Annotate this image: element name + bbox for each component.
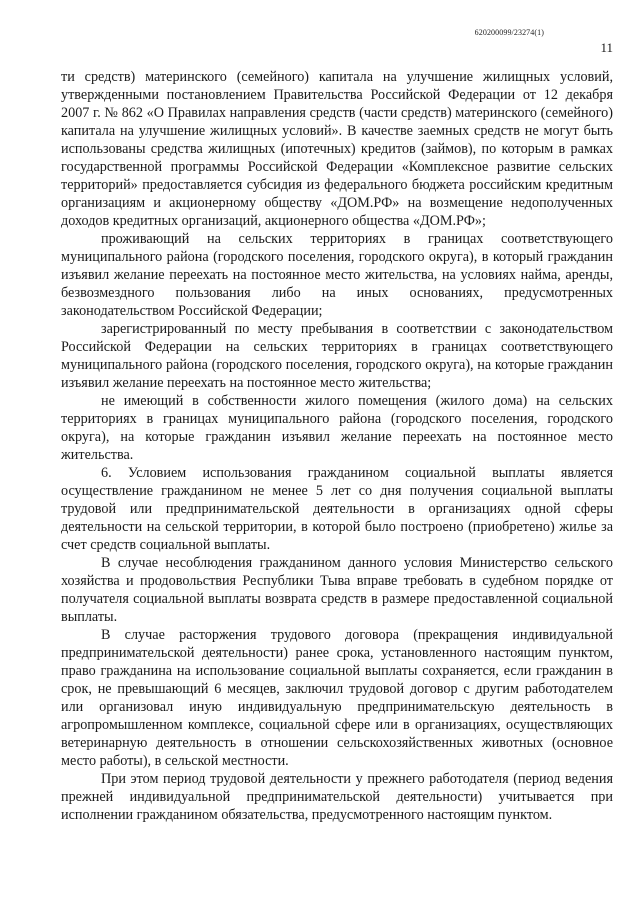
paragraph-contract-termination: В случае расторжения трудового договора (прекращения индивидуальной предпринимательской деятельности) ранее срока, установленного настоящим пунктом, право гражданина на использование социальной выплаты сохраняется, если гражданин в срок, не превышающий 6 месяцев, заключил трудовой договор с другим работодателем или организовал иную индивидуальную предпринимательскую деятельность в агропромышленном комплексе, социальной сфере или в организациях, осуществляющих ветеринарную деятельность в отношении сельскохозяйственных животных (основное место работы), в сельской местности. (61, 627, 613, 769)
paragraph-no-housing: не имеющий в собственности жилого помещения (жилого дома) на сельских территориях в границах муниципального района (городского поселения, городского округа), на которые гражданин изъявил желание переехать на постоянное место жительства. (61, 393, 613, 463)
page-number: 11 (600, 40, 613, 55)
document-body (61, 68, 613, 824)
paragraph-noncompliance: В случае несоблюдения гражданином данного условия Министерство сельского хозяйства и продовольствия Республики Тыва вправе требовать в судебном порядке от получателя социальной выплаты возврата средств в размере предоставленной социальной выплаты. (61, 555, 613, 625)
paragraph-residence: проживающий на сельских территориях в границах соответствующего муниципального района (городского поселения, городского округа), в который гражданин изъявил желание переехать на постоянное место жительства, на условиях найма, аренды, безвозмездного пользования либо на иных основаниях, предусмотренных законодательством Российской Федерации; (61, 231, 613, 319)
document-code: 620200099/23274(1) (474, 28, 544, 37)
paragraph-continuation: ти средств) материнского (семейного) капитала на улучшение жилищных условий, утвержденными постановлением Правительства Российской Федерации от 12 декабря 2007 г. № 862 «О Правилах направления средств (части средств) материнского (семейного) капитала на улучшение жилищных условий». В качестве заемных средств не могут быть использованы средства жилищных (ипотечных) кредитов (займов), по которым в рамках государственной программы Российской Федерации «Комплексное развитие сельских территорий» предоставляется субсидия из федерального бюджета российским кредитным организациям и акционерному обществу «ДОМ.РФ» на возмещение недополученных доходов кредитных организаций, акционерного общества «ДОМ.РФ»; (61, 69, 613, 229)
paragraph-registration: зарегистрированный по месту пребывания в соответствии с законодательством Российской Федерации на сельских территориях в границах соответствующего муниципального района (городского поселения, городского округа), на которые гражданин изъявил желание переехать на постоянное место жительства; (61, 321, 613, 391)
paragraph-previous-employer: При этом период трудовой деятельности у прежнего работодателя (период ведения прежней индивидуальной предпринимательской деятельности) учитывается при исполнении гражданином обязательства, предусмотренного настоящим пунктом. (61, 771, 613, 823)
paragraph-item-6: 6. Условием использования гражданином социальной выплаты является осуществление гражданином не менее 5 лет со дня получения социальной выплаты трудовой или предпринимательской деятельности в организациях одной сферы деятельности на сельской территории, в которой было построено (приобретено) жилье за счет средств социальной выплаты. (61, 465, 613, 553)
